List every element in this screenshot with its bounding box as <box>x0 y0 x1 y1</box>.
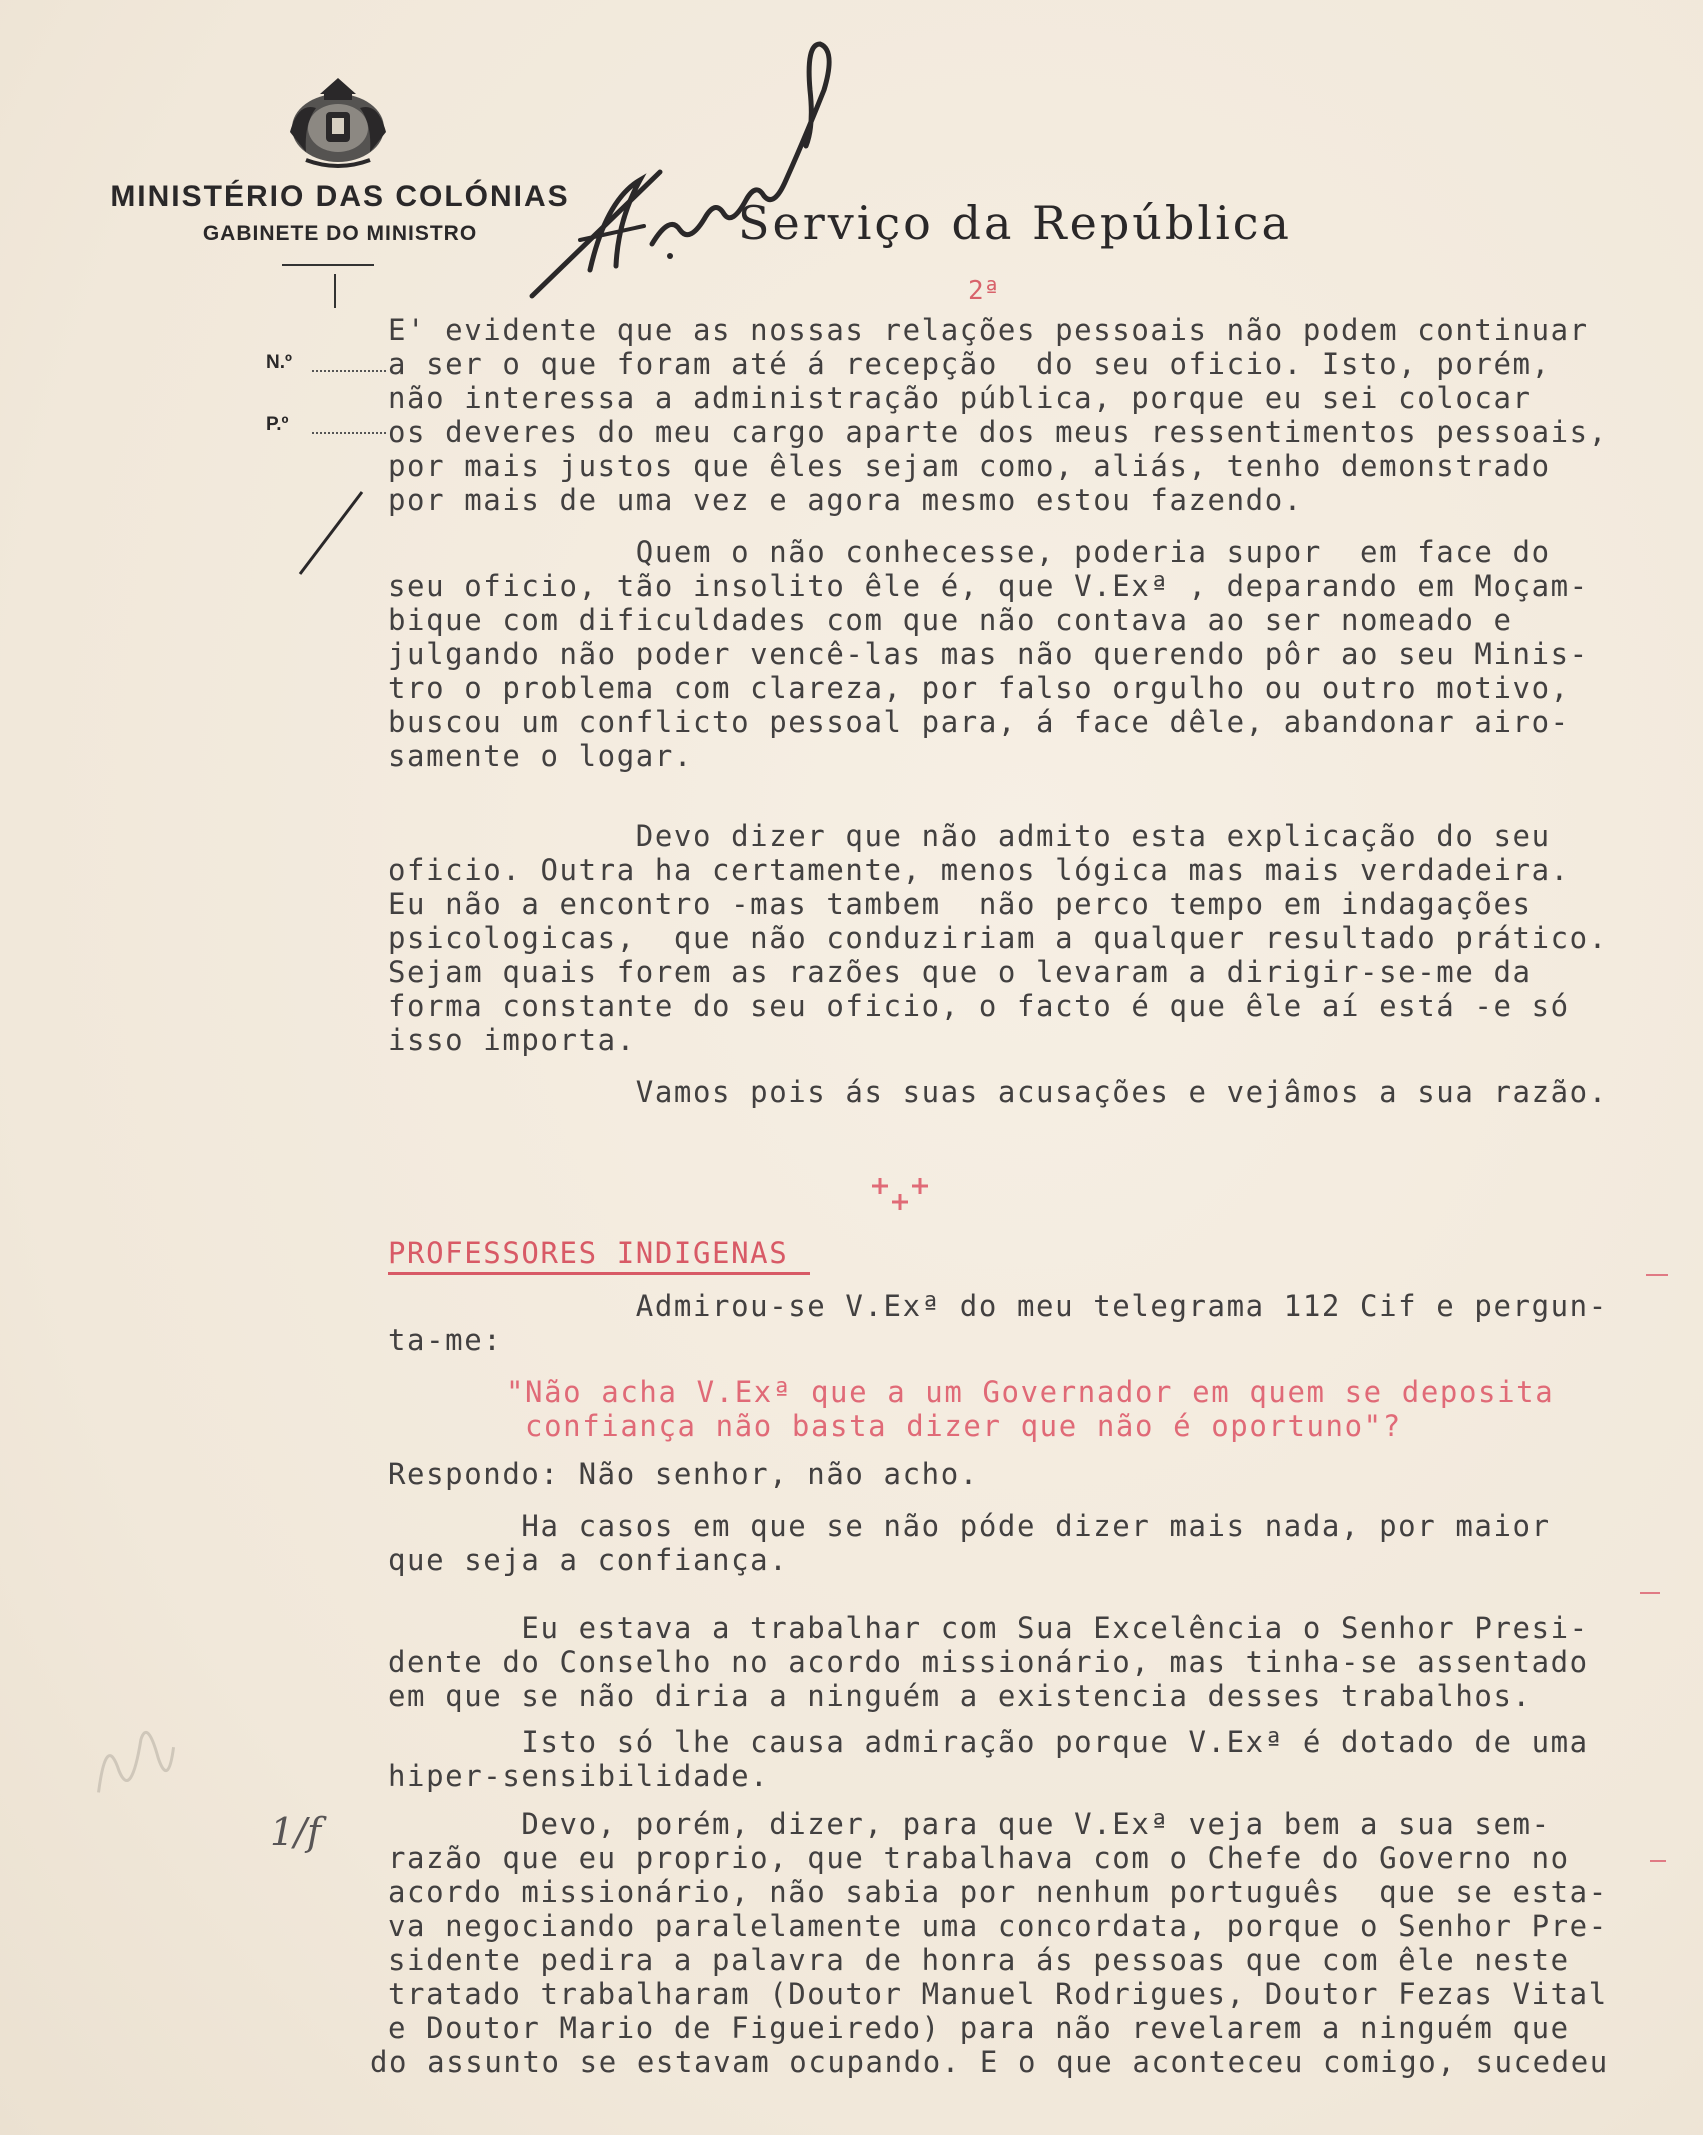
text-line: acordo missionário, não sabia por nenhum português que se esta- <box>388 1875 1608 1909</box>
text-line: va negociando paralelamente uma concordata, porque o Senhor Pre- <box>388 1909 1608 1943</box>
reply-line: Respondo: Não senhor, não acho. <box>388 1457 979 1491</box>
faint-pencil-scribble <box>85 1707 181 1803</box>
text-line: em que se não diria a ninguém a existencia desses trabalhos. <box>388 1679 1532 1713</box>
text-line: tratado trabalharam (Doutor Manuel Rodrigues, Doutor Fezas Vital <box>388 1977 1608 2011</box>
handwritten-margin-note: 1/f <box>270 1810 322 1854</box>
text-line: tro o problema com clareza, por falso orgulho ou outro motivo, <box>388 671 1570 705</box>
margin-slash-mark <box>296 488 366 578</box>
text-line: isso importa. <box>388 1023 636 1057</box>
text-line: buscou um conflicto pessoal para, á face dêle, abandonar airo- <box>388 705 1570 739</box>
text-line: e Doutor Mario de Figueiredo) para não revelarem a ninguém que <box>388 2011 1570 2045</box>
text-line: Admirou-se V.Exª do meu telegrama 112 Cif e pergun- <box>388 1289 1608 1323</box>
letterhead-tick <box>334 274 336 308</box>
text-line: seu oficio, tão insolito êle é, que V.Exª , deparando em Moçam- <box>388 569 1589 603</box>
text-line: a ser o que foram até á recepção do seu oficio. Isto, porém, <box>388 347 1551 381</box>
handwritten-signature <box>520 30 860 310</box>
red-margin-dash <box>1646 1274 1668 1276</box>
text-line: ta-me: <box>388 1323 503 1357</box>
section-heading-underline <box>388 1272 810 1275</box>
cabinet-name: GABINETE DO MINISTRO <box>202 222 478 245</box>
text-line: bique com dificuldades com que não contava ao ser nomeado e <box>388 603 1513 637</box>
text-line: Quem o não conhecesse, poderia supor em face do <box>388 535 1551 569</box>
text-line: razão que eu proprio, que trabalhava com o Chefe do Governo no <box>388 1841 1570 1875</box>
service-title: Serviço da República <box>738 196 1292 250</box>
ministry-name: MINISTÉRIO DAS COLÓNIAS <box>110 180 570 213</box>
red-cross-marks <box>870 1172 930 1216</box>
text-line: Eu não a encontro -mas tambem não perco tempo em indagações <box>388 887 1532 921</box>
text-line: Eu estava a trabalhar com Sua Excelência o Senhor Presi- <box>388 1611 1589 1645</box>
text-line: os deveres do meu cargo aparte dos meus ressentimentos pessoais, <box>388 415 1608 449</box>
letterhead-rule <box>282 264 374 266</box>
red-margin-dash <box>1640 1592 1660 1594</box>
text-line: E' evidente que as nossas relações pessoais não podem continuar <box>388 313 1589 347</box>
text-line: samente o logar. <box>388 739 693 773</box>
red-margin-dash <box>1650 1860 1666 1862</box>
text-line: por mais de uma vez e agora mesmo estou fazendo. <box>388 483 1303 517</box>
text-line: Ha casos em que se não póde dizer mais nada, por maior <box>388 1509 1551 1543</box>
field-number-line <box>312 370 386 372</box>
field-process-line <box>312 432 386 434</box>
text-line: oficio. Outra ha certamente, menos lógica mas mais verdadeira. <box>388 853 1570 887</box>
page-number: 2ª <box>968 276 1000 306</box>
text-line: forma constante do seu oficio, o facto é que êle aí está -e só <box>388 989 1570 1023</box>
text-line: julgando não poder vencê-las mas não querendo pôr ao seu Minis- <box>388 637 1589 671</box>
text-line: que seja a confiança. <box>388 1543 789 1577</box>
field-process-label: P.º <box>266 414 289 435</box>
text-line: Isto só lhe causa admiração porque V.Exª é dotado de uma <box>388 1725 1589 1759</box>
section-heading: PROFESSORES INDIGENAS <box>388 1236 789 1270</box>
text-line: hiper-sensibilidade. <box>388 1759 770 1793</box>
text-line: psicologicas, que não conduziriam a qualquer resultado prático. <box>388 921 1608 955</box>
quote-line: confiança não basta dizer que não é oportuno"? <box>506 1409 1402 1443</box>
text-line: Devo, porém, dizer, para que V.Exª veja bem a sua sem- <box>388 1807 1551 1841</box>
text-line: Sejam quais forem as razões que o levaram a dirigir-se-me da <box>388 955 1532 989</box>
text-line: Devo dizer que não admito esta explicação do seu <box>388 819 1551 853</box>
text-line: sidente pedira a palavra de honra ás pessoas que com êle neste <box>388 1943 1570 1977</box>
text-line: Vamos pois ás suas acusações e vejâmos a sua razão. <box>388 1075 1608 1109</box>
quote-line: "Não acha V.Exª que a um Governador em quem se deposita <box>506 1375 1555 1409</box>
text-line: dente do Conselho no acordo missionário, mas tinha-se assentado <box>388 1645 1589 1679</box>
text-line: não interessa a administração pública, porque eu sei colocar <box>388 381 1532 415</box>
field-number-label: N.º <box>266 352 292 373</box>
coat-of-arms-icon <box>276 72 400 172</box>
text-line: por mais justos que êles sejam como, aliás, tenho demonstrado <box>388 449 1551 483</box>
text-line: do assunto se estavam ocupando. E o que aconteceu comigo, sucedeu <box>370 2045 1609 2079</box>
